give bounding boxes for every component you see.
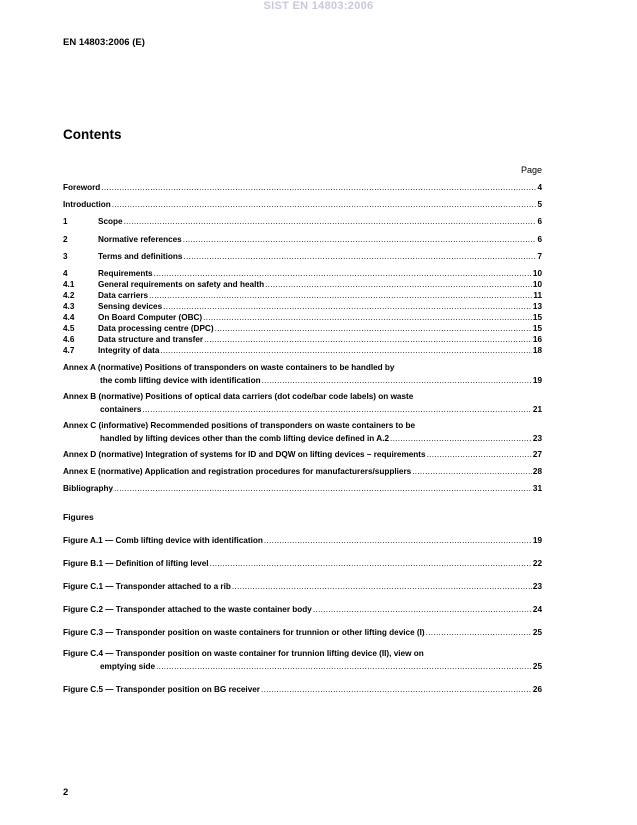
figure-entry-a1[interactable]: Figure A.1 — Comb lifting device with identification ..... 19 [63,534,542,545]
toc-annex-d[interactable]: Annex D (normative) Integration of systems for ID and DQW on lifting devices – requirements ..... 27 [63,448,542,459]
figure-entry-c5[interactable]: Figure C.5 — Transponder position on BG receiver ..... 26 [63,683,542,694]
toc-entry-4-5[interactable]: 4.5 Data processing centre (DPC) ..... 15 [63,322,542,333]
page-column-label: Page [520,165,542,175]
toc-entry-scope[interactable]: 1 Scope ..... 6 [63,215,542,226]
toc-entry-requirements[interactable]: 4 Requirements ..... 10 [63,267,542,278]
toc-annex-b[interactable]: containers ..... 21 [100,403,542,414]
page-number: 2 [63,787,69,798]
toc-entry-4-4[interactable]: 4.4 On Board Computer (OBC) ..... 15 [63,311,542,322]
figure-entry-c3[interactable]: Figure C.3 — Transponder position on waste containers for trunnion or other lifting device (I) ..... 25 [63,626,542,637]
toc-entry-4-1[interactable]: 4.1 General requirements on safety and health ..... 10 [63,278,542,289]
toc-annex-c-line1[interactable]: Annex C (informative) Recommended positions of transponders on waste containers to be [63,421,416,430]
toc-entry-4-7[interactable]: 4.7 Integrity of data ..... 18 [63,344,542,355]
toc-annex-a-line1[interactable]: Annex A (normative) Positions of transponders on waste containers to be handled by [63,363,395,372]
toc-entry-terms-and-definitions[interactable]: 3 Terms and definitions ..... 7 [63,250,542,261]
toc-entry-4-3[interactable]: 4.3 Sensing devices ..... 13 [63,300,542,311]
figure-entry-c1[interactable]: Figure C.1 — Transponder attached to a rib ..... 23 [63,580,542,591]
toc-annex-c[interactable]: handled by lifting devices other than the comb lifting device defined in A.2 ..... 23 [100,432,542,443]
document-id: EN 14803:2006 (E) [63,37,145,48]
watermark: SIST EN 14803:2006 [263,0,374,12]
figure-entry-c4[interactable]: emptying side ..... 25 [100,660,542,671]
toc-bibliography[interactable]: Bibliography ..... 31 [63,482,542,493]
toc-entry-foreword[interactable]: Foreword ..... 4 [63,181,542,192]
toc-annex-a[interactable]: the comb lifting device with identification ..... 19 [100,374,542,385]
toc-annex-b-line1[interactable]: Annex B (normative) Positions of optical data carriers (dot code/bar code labels) on waste [63,392,414,401]
figures-heading: Figures [63,512,94,522]
figure-entry-c4-line1[interactable]: Figure C.4 — Transponder position on waste container for trunnion lifting device (II), view on [63,649,424,658]
toc-annex-e[interactable]: Annex E (normative) Application and registration procedures for manufacturers/suppliers ..... 28 [63,465,542,476]
figure-entry-c2[interactable]: Figure C.2 — Transponder attached to the waste container body ..... 24 [63,603,542,614]
toc-entry-4-2[interactable]: 4.2 Data carriers ..... 11 [63,289,542,300]
toc-entry-4-6[interactable]: 4.6 Data structure and transfer ..... 16 [63,333,542,344]
figure-entry-b1[interactable]: Figure B.1 — Definition of lifting level ..... 22 [63,557,542,568]
page-title: Contents [63,127,122,142]
toc-entry-normative-references[interactable]: 2 Normative references ..... 6 [63,233,542,244]
toc-entry-introduction[interactable]: Introduction ..... 5 [63,198,542,209]
